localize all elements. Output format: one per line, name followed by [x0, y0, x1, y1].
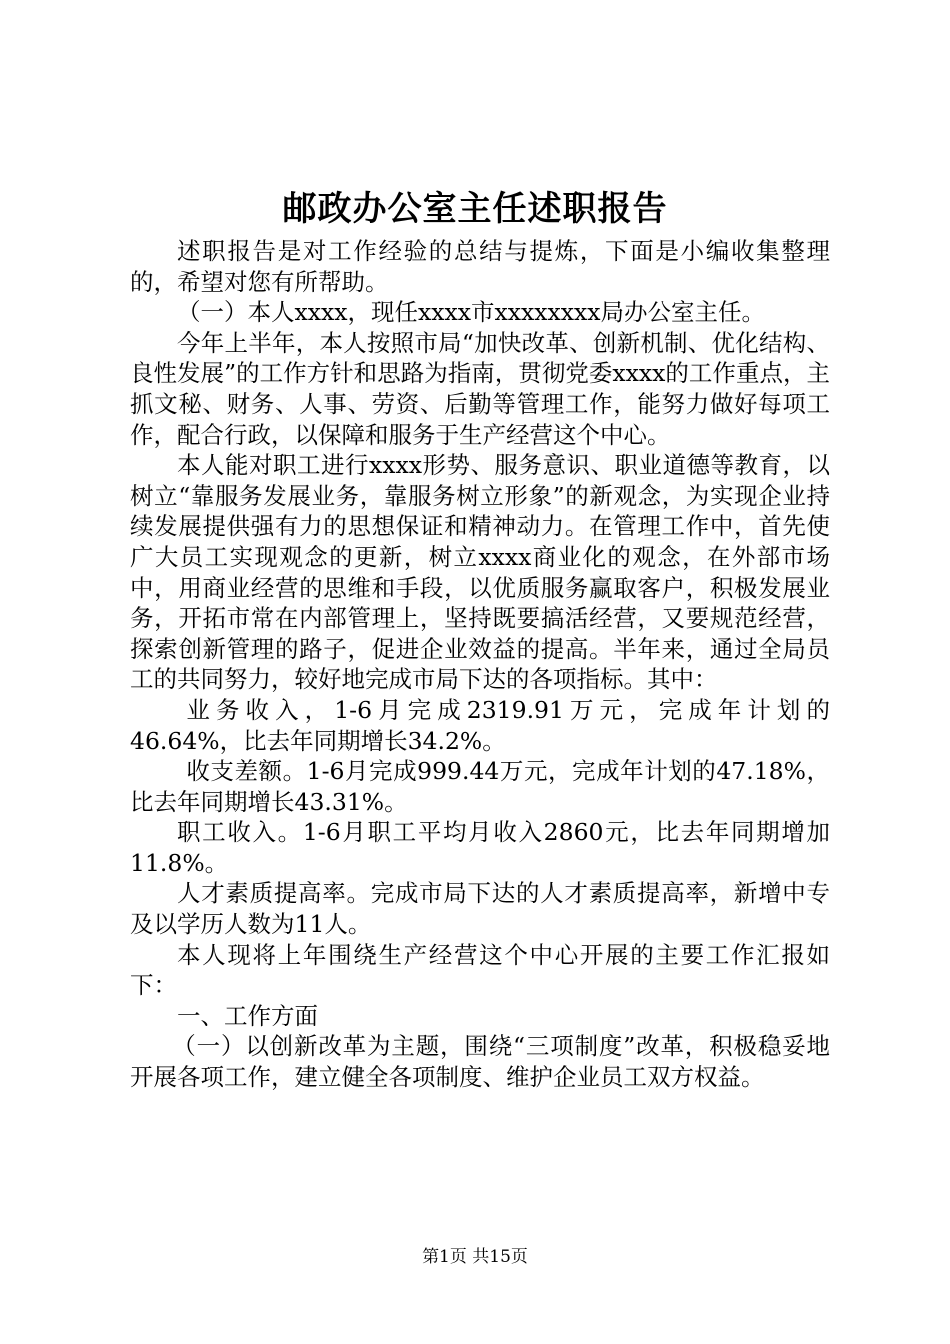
- paragraph-talent: 人才素质提高率。完成市局下达的人才素质提高率，新增中专及以学历人数为11人。: [130, 879, 830, 939]
- document-body: [130, 236, 830, 1093]
- paragraph-education: 本人能对职工进行xxxx形势、服务意识、职业道德等教育，以树立“靠服务发展业务，靠服务树立形象”的新观念，为实现企业持续发展提供强有力的思想保证和精神动力。在管理工作中，首先使广大员工实现观念的更新，树立xxxx商业化的观念，在外部市场中，用商业经营的思维和手段，以优质服务赢取客户，积极发展业务，开拓市常在内部管理上，坚持既要搞活经营，又要规范经营，探索创新管理的路子，促进企业效益的提高。半年来，通过全局员工的共同努力，较好地完成市局下达的各项指标。其中：: [130, 451, 830, 694]
- paragraph-first-half: 今年上半年，本人按照市局“加快改革、创新机制、优化结构、良性发展”的工作方针和思路为指南，贯彻党委xxxx的工作重点，主抓文秘、财务、人事、劳资、后勤等管理工作，能努力做好每项工作，配合行政，以保障和服务于生产经营这个中心。: [130, 328, 830, 449]
- paragraph-staff-income: 职工收入。1-6月职工平均月收入2860元，比去年同期增加11.8%。: [130, 818, 830, 877]
- document-title: 邮政办公室主任述职报告: [282, 189, 668, 229]
- paragraph-report: 本人现将上年围绕生产经营这个中心开展的主要工作汇报如下：: [130, 940, 830, 1000]
- paragraph-business-income: 业务收入，1-6月完成2319.91万元，完成年计划的46.64%，比去年同期增长34.2%。: [130, 695, 830, 755]
- page-number: 第1页 共15页: [422, 1247, 528, 1267]
- paragraph-reform: （一）以创新改革为主题，围绕“三项制度”改革，积极稳妥地开展各项工作，建立健全各项制度、维护企业员工双方权益。: [130, 1032, 830, 1092]
- paragraph-balance: 收支差额。1-6月完成999.44万元，完成年计划的47.18%，比去年同期增长43.31%。: [130, 757, 830, 816]
- paragraph-intro: 述职报告是对工作经验的总结与提炼，下面是小编收集整理的，希望对您有所帮助。: [130, 237, 830, 296]
- paragraph-position: （一）本人xxxx，现任xxxx市xxxxxxxx局办公室主任。: [177, 298, 766, 327]
- section-heading-work: 一、工作方面: [177, 1001, 318, 1030]
